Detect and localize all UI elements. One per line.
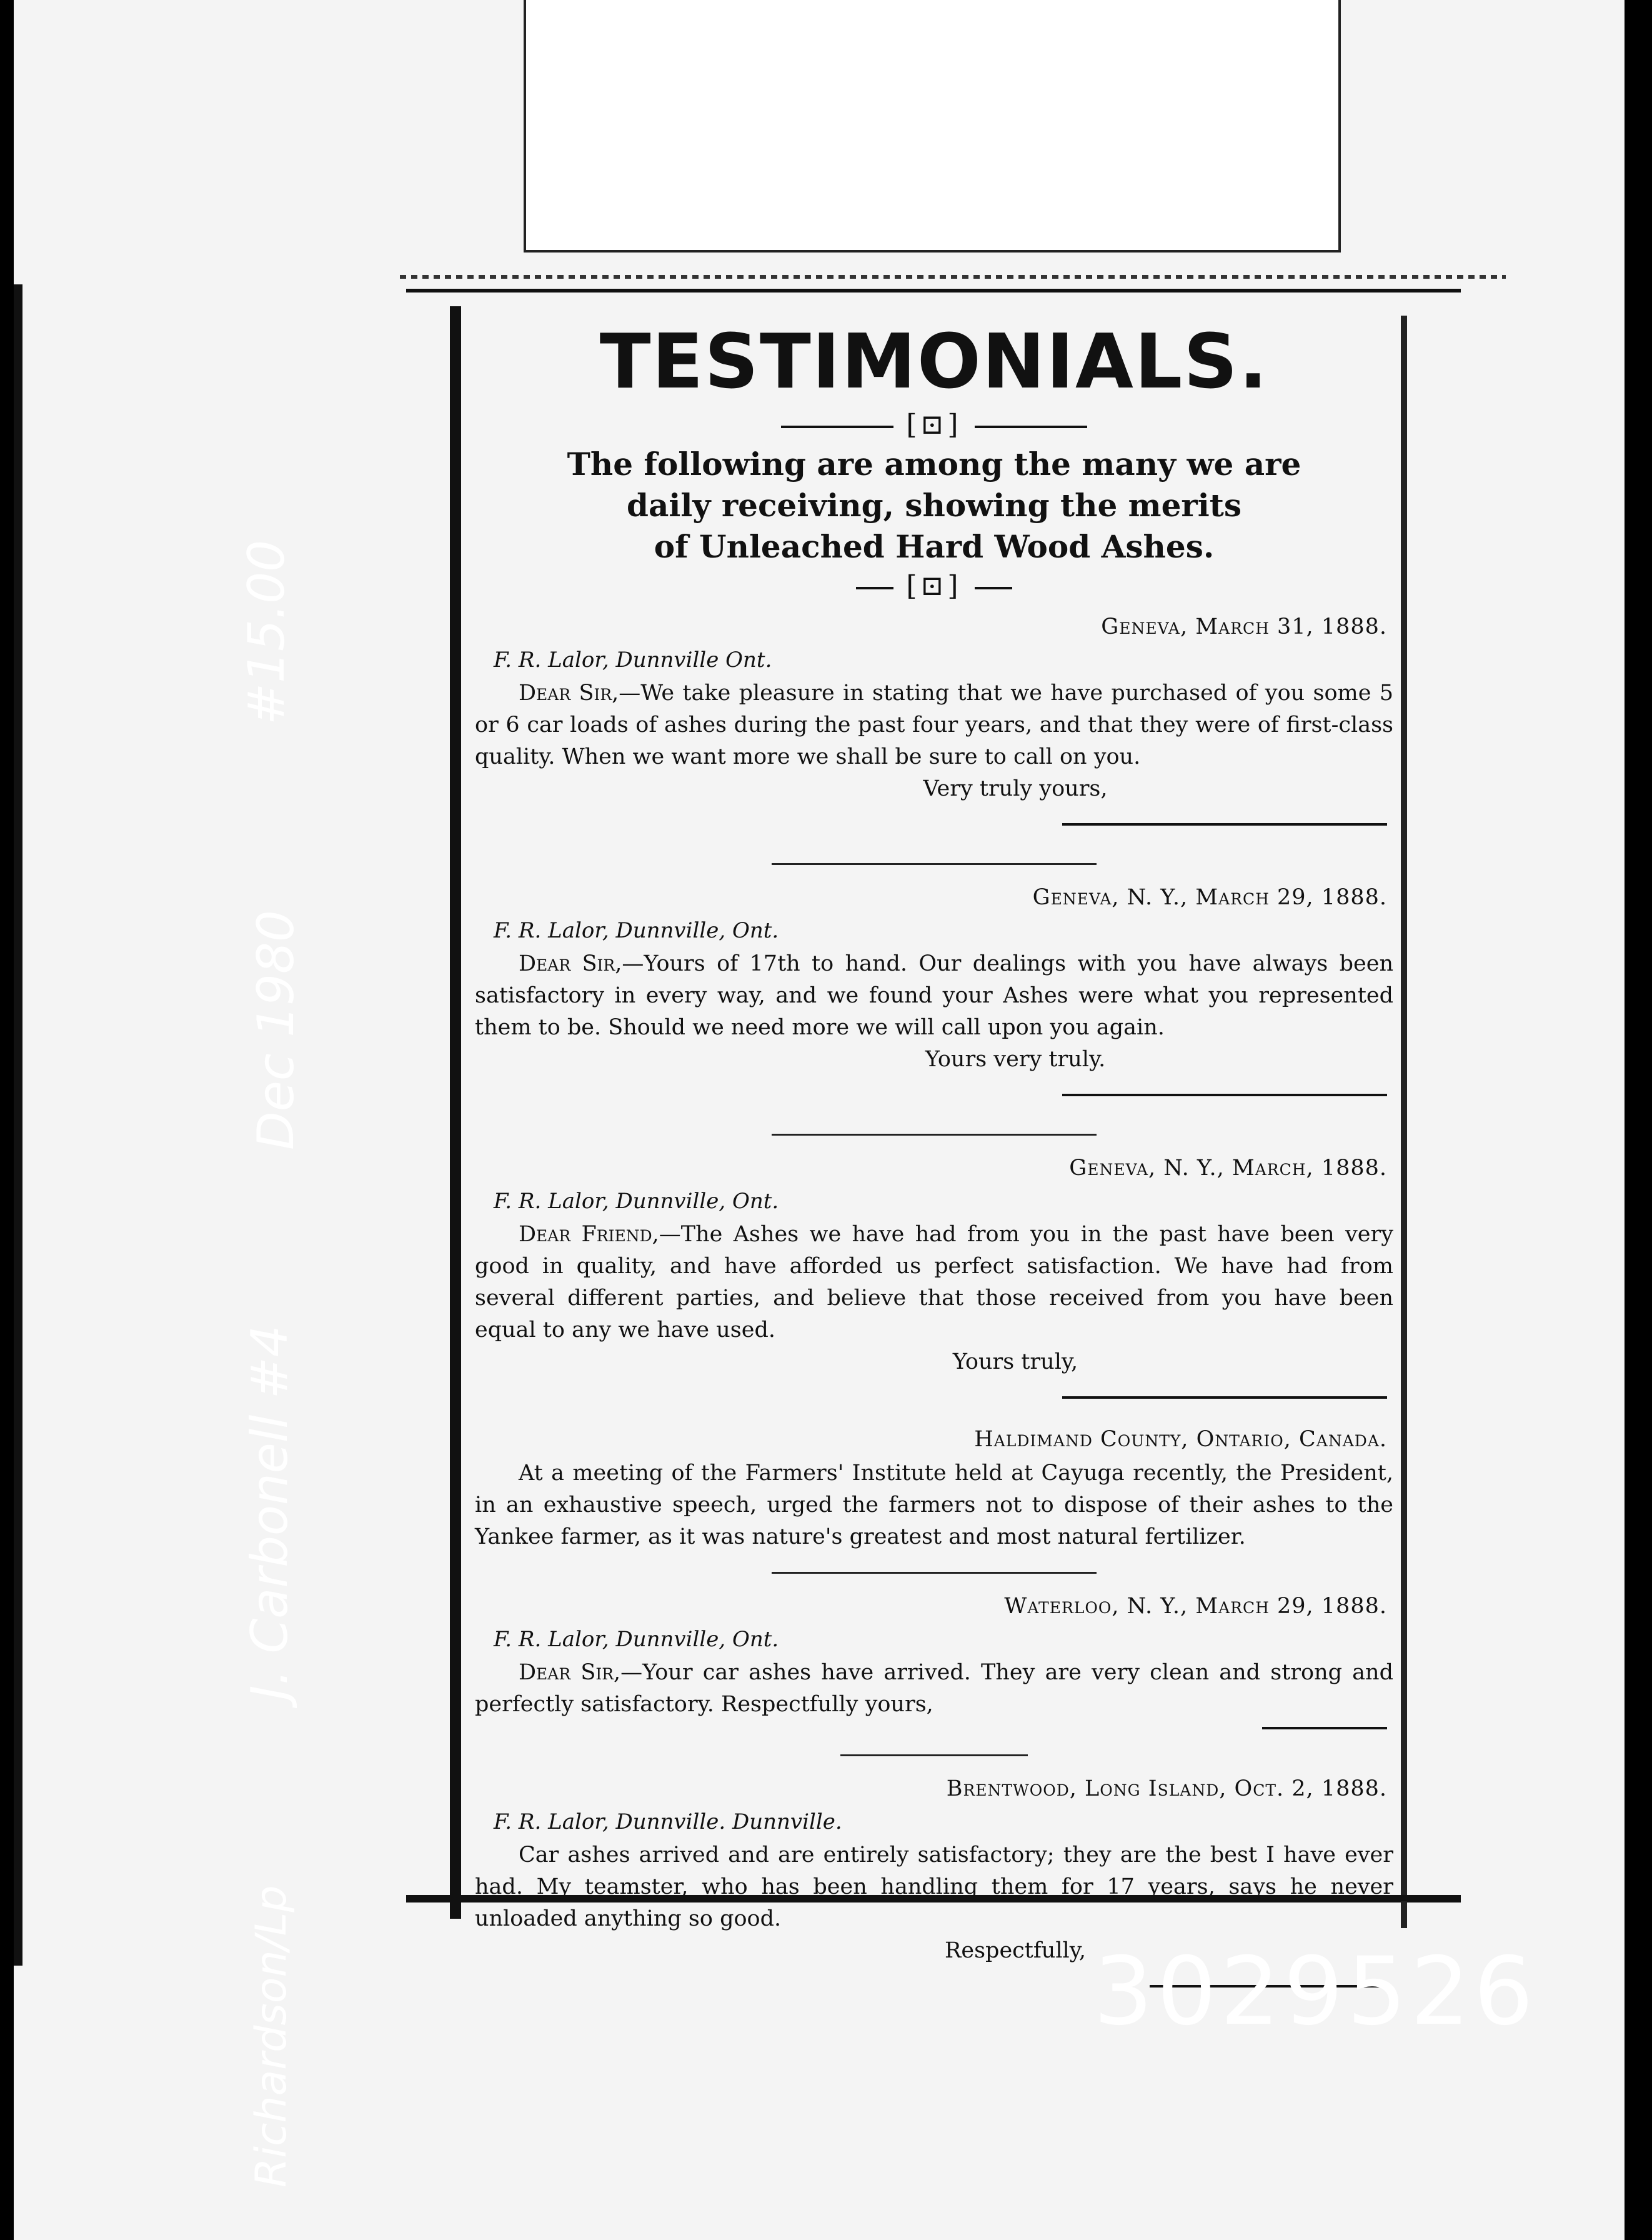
- signature-line: [1262, 1727, 1387, 1729]
- entry-text: —We take pleasure in stating that we have purchased of you some 5 or 6 car loads of ashes during the past four years, and that they were of first-class quality. When we want more we shall be sure to call on you.: [475, 681, 1393, 769]
- handwritten-date-note: Dec 1980: [247, 910, 305, 1150]
- testimonials-panel: [475, 312, 1393, 1963]
- entry-body: [475, 1219, 1393, 1346]
- entry-salutation: Dear Sir,: [519, 951, 622, 976]
- entry-body: [475, 948, 1393, 1044]
- entry-body: [475, 1458, 1393, 1553]
- entry-closing: Respectfully,: [945, 1938, 1086, 1963]
- entry-place-date: Geneva, N. Y., March 29, 1888.: [1032, 885, 1387, 910]
- entry-text: —Your car ashes have arrived. They are very clean and strong and perfectly satisfactory. Respectfully yours,: [475, 1660, 1393, 1717]
- entry-text: At a meeting of the Farmers' Institute held at Cayuga recently, the President, in an exhaustive speech, urged the farmers not to dispose of their ashes to the Yankee farmer, as it was nature's greatest and most natural fertilizer.: [475, 1461, 1393, 1549]
- handwritten-author-note: Richardson/Lp: [247, 1885, 296, 2188]
- entry-text: Car ashes arrived and are entirely satisfactory; they are the best I have ever had. My teamster, who has been handling them for 17 years, says he never unloaded anything so good.: [475, 1842, 1393, 1931]
- entry-separator: [475, 1121, 1393, 1146]
- entry-addressee: F. R. Lalor, Dunnville Ont.: [494, 648, 772, 672]
- handwritten-collection-note: J. Carbonell #4: [241, 1325, 299, 1700]
- ornament-divider: [475, 406, 1393, 444]
- top-dotted-rule: [400, 275, 1506, 279]
- testimonial-entry: [475, 1424, 1393, 1553]
- entry-closing: Yours truly,: [952, 1349, 1078, 1374]
- entry-closing: Yours very truly.: [925, 1047, 1106, 1072]
- entry-salutation: Dear Sir,: [519, 1660, 621, 1685]
- frame-left-rule: [450, 306, 461, 1919]
- handwritten-price-note: #15.00: [237, 539, 296, 725]
- entry-place-date: Geneva, March 31, 1888.: [1101, 614, 1387, 639]
- entry-place-date: Haldimand County, Ontario, Canada.: [974, 1427, 1387, 1452]
- entry-place-date: Geneva, N. Y., March, 1888.: [1069, 1156, 1387, 1181]
- entry-place-date: Brentwood, Long Island, Oct. 2, 1888.: [946, 1776, 1387, 1801]
- blank-card: [524, 0, 1341, 252]
- entry-addressee: F. R. Lalor, Dunnville. Dunnville.: [494, 1809, 842, 1834]
- testimonial-entry: [475, 611, 1393, 826]
- entry-addressee: F. R. Lalor, Dunnville, Ont.: [494, 1627, 779, 1652]
- entry-separator: [475, 1559, 1393, 1584]
- subtitle-line-2: daily receiving, showing the merits: [627, 487, 1241, 524]
- entry-salutation: Dear Friend,: [519, 1222, 659, 1247]
- entry-text: —The Ashes we have had from you in the past have been very good in quality, and have afforded us perfect satisfaction. We have had from several different parties, and believe that those received from you have been equal to any we have used.: [475, 1222, 1393, 1342]
- entry-separator: [475, 851, 1393, 876]
- signature-line: [1062, 823, 1387, 826]
- entry-body: [475, 1839, 1393, 1935]
- frame-right-rule: [1401, 316, 1407, 1928]
- page-title: TESTIMONIALS.: [599, 319, 1269, 406]
- entry-addressee: F. R. Lalor, Dunnville, Ont.: [494, 918, 779, 943]
- entry-closing: Very truly yours,: [923, 776, 1108, 801]
- left-border-rule: [14, 284, 22, 1966]
- entry-addressee: F. R. Lalor, Dunnville, Ont.: [494, 1189, 779, 1214]
- testimonial-entry: [475, 882, 1393, 1096]
- ornament-icon: [⊡]: [906, 409, 962, 441]
- testimonial-entry: [475, 1591, 1393, 1729]
- entry-body: [475, 678, 1393, 773]
- entry-place-date: Waterloo, N. Y., March 29, 1888.: [1004, 1594, 1387, 1619]
- handwritten-catalog-number: 3029526: [1093, 1938, 1538, 2046]
- testimonial-entry: [475, 1152, 1393, 1399]
- entry-body: [475, 1657, 1393, 1721]
- ornament-icon: [⊡]: [906, 570, 962, 602]
- signature-line: [1062, 1094, 1387, 1096]
- entry-salutation: Dear Sir,: [519, 681, 619, 706]
- ornament-divider: [475, 568, 1393, 605]
- entry-text: —Yours of 17th to hand. Our dealings with you have always been satisfactory in every way, and we found your Ashes were what you represented them to be. Should we need more we will call upon you again.: [475, 951, 1393, 1040]
- signature-line: [1062, 1396, 1387, 1399]
- subtitle-line-3: of Unleached Hard Wood Ashes.: [654, 528, 1215, 565]
- subtitle-line-1: The following are among the many we are: [567, 446, 1301, 482]
- entry-separator: [475, 1742, 1393, 1767]
